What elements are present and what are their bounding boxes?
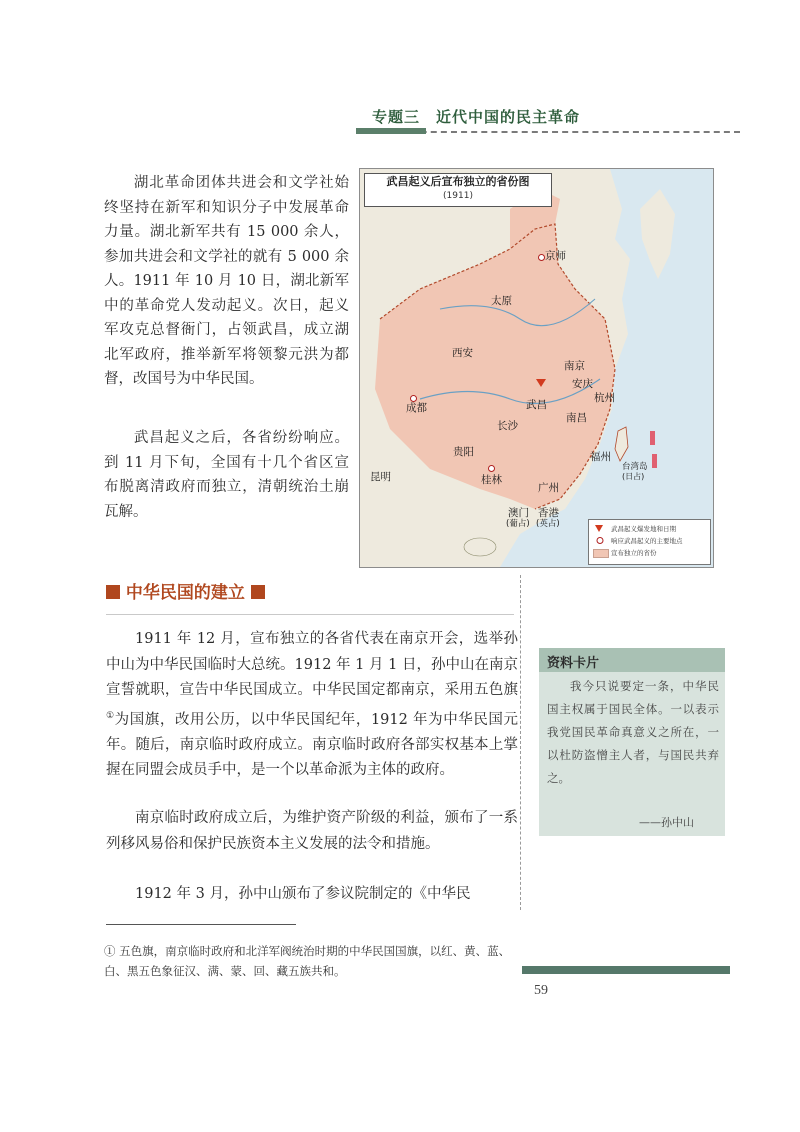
legend-item-2: 响应武昌起义的主要地点 bbox=[611, 537, 683, 545]
body-paragraph-1 bbox=[106, 627, 518, 784]
city-fuzhou: 福州 bbox=[590, 451, 611, 463]
section-heading bbox=[106, 578, 265, 604]
map-graphic bbox=[360, 169, 713, 567]
hainan-island bbox=[464, 538, 496, 556]
city-xianggang-note: (英占) bbox=[536, 519, 560, 529]
legend-item-1: 武昌起义爆发地和日期 bbox=[611, 525, 676, 533]
legend-uprising-icon bbox=[593, 525, 607, 532]
resource-card-title: 资料卡片 bbox=[547, 656, 600, 671]
heading-square-right bbox=[251, 585, 265, 599]
intro-paragraph-2 bbox=[104, 426, 349, 524]
city-dot-jingshi bbox=[538, 254, 545, 261]
historical-map bbox=[359, 168, 714, 568]
section-title: 中华民国的建立 bbox=[125, 583, 245, 603]
city-kunming: 昆明 bbox=[370, 471, 391, 483]
legend-province-swatch bbox=[593, 549, 609, 558]
city-anqing: 安庆 bbox=[572, 378, 593, 390]
body-paragraph-2: 南京临时政府成立后，为维护资产阶级的利益，颁布了一系列移风易俗和保护民族资本主义发展的法令和措施。 bbox=[106, 810, 518, 852]
city-aomen: 澳门 bbox=[508, 507, 529, 519]
city-xian: 西安 bbox=[452, 347, 473, 359]
resource-card-author: ——孙中山 bbox=[639, 816, 694, 829]
section-divider bbox=[106, 614, 514, 615]
city-hangzhou: 杭州 bbox=[594, 392, 615, 404]
city-xianggang: 香港 bbox=[538, 507, 559, 519]
page-bottom-bar bbox=[522, 966, 730, 974]
legend-response-icon bbox=[593, 537, 607, 544]
resource-card-text: 我今只说要定一条，中华民国主权属于国民全体。一以表示我党国民革命真意义之所在，一以杜防盗憎主人者，与国民共弃之。 bbox=[547, 679, 719, 785]
city-jingshi: 京师 bbox=[545, 250, 566, 262]
korea-area bbox=[640, 189, 675, 279]
footnote: ① 五色旗，南京临时政府和北洋军阀统治时期的中华民国国旗，以红、黄、蓝、白、黑五色象征汉、满、蒙、回、藏五族共和。 bbox=[104, 944, 511, 978]
chapter-header-title: 专题三 近代中国的民主革命 bbox=[372, 108, 581, 126]
body-paragraph-1-b: 为国旗，改用公历，以中华民国纪年，1912 年为中华民国元年。随后，南京临时政府成立。南京临时政府各部实权基本上掌握在同盟会成员手中，是一个以革命派为主体的政府。 bbox=[106, 711, 518, 779]
page-number: 59 bbox=[534, 983, 548, 998]
island-marker-1 bbox=[650, 431, 655, 445]
map-legend bbox=[588, 519, 711, 565]
legend-item-3: 宣布独立的省份 bbox=[611, 549, 657, 557]
city-wuchang: 武昌 bbox=[526, 399, 547, 411]
map-year: (1911) bbox=[443, 191, 473, 201]
city-nanjing: 南京 bbox=[564, 360, 585, 372]
header-accent-bar bbox=[356, 128, 426, 134]
column-divider bbox=[520, 575, 521, 910]
city-guilin: 桂林 bbox=[481, 474, 502, 486]
taiwan-island bbox=[615, 427, 628, 461]
city-taiwan-note: (日占) bbox=[622, 472, 645, 481]
island-marker-2 bbox=[652, 454, 657, 468]
footnote-divider bbox=[106, 924, 296, 925]
city-chengdu: 成都 bbox=[406, 402, 427, 414]
intro-paragraph-1-text: 湖北革命团体共进会和文学社始终坚持在新军和知识分子中发展革命力量。湖北新军共有 15 000 余人，参加共进会和文学社的就有 5 000 余人。1911 年 10 月 10 日，湖北新军中的革命党人发动起义。次日，起义军攻克总督衙门，占领武昌，成立湖北军政府，推举新军将领黎元洪为都督，改国号为中华民国。 bbox=[104, 175, 349, 387]
city-taiwan: 台湾岛 bbox=[622, 462, 648, 472]
body-paragraph-3: 1912 年 3 月，孙中山颁布了参议院制定的《中华民 bbox=[135, 886, 471, 902]
city-changsha: 长沙 bbox=[497, 420, 518, 432]
map-title: 武昌起义后宣布独立的省份图 bbox=[386, 175, 530, 188]
city-dot-guilin bbox=[488, 465, 495, 472]
city-nanchang: 南昌 bbox=[566, 412, 587, 424]
city-guiyang: 贵阳 bbox=[453, 446, 474, 458]
body-paragraph-1-a: 1911 年 12 月，宣布独立的各省代表在南京开会，选举孙中山为中华民国临时大总统。1912 年 1 月 1 日，孙中山在南京宣誓就职，宣告中华民国成立。中华民国定都南京，采用五色旗 bbox=[106, 631, 518, 698]
city-taiyuan: 太原 bbox=[491, 295, 512, 307]
intro-paragraph-1 bbox=[104, 171, 349, 392]
city-aomen-note: (葡占) bbox=[506, 519, 530, 529]
resource-card bbox=[539, 648, 725, 836]
intro-paragraph-2-text: 武昌起义之后，各省纷纷响应。到 11 月下旬，全国有十几个省区宣布脱离清政府而独立，清朝统治土崩瓦解。 bbox=[104, 430, 349, 520]
heading-square-left bbox=[106, 585, 120, 599]
city-guangzhou: 广州 bbox=[538, 482, 559, 494]
footnote-ref[interactable]: ① bbox=[106, 710, 115, 721]
map-title-box bbox=[364, 173, 552, 207]
